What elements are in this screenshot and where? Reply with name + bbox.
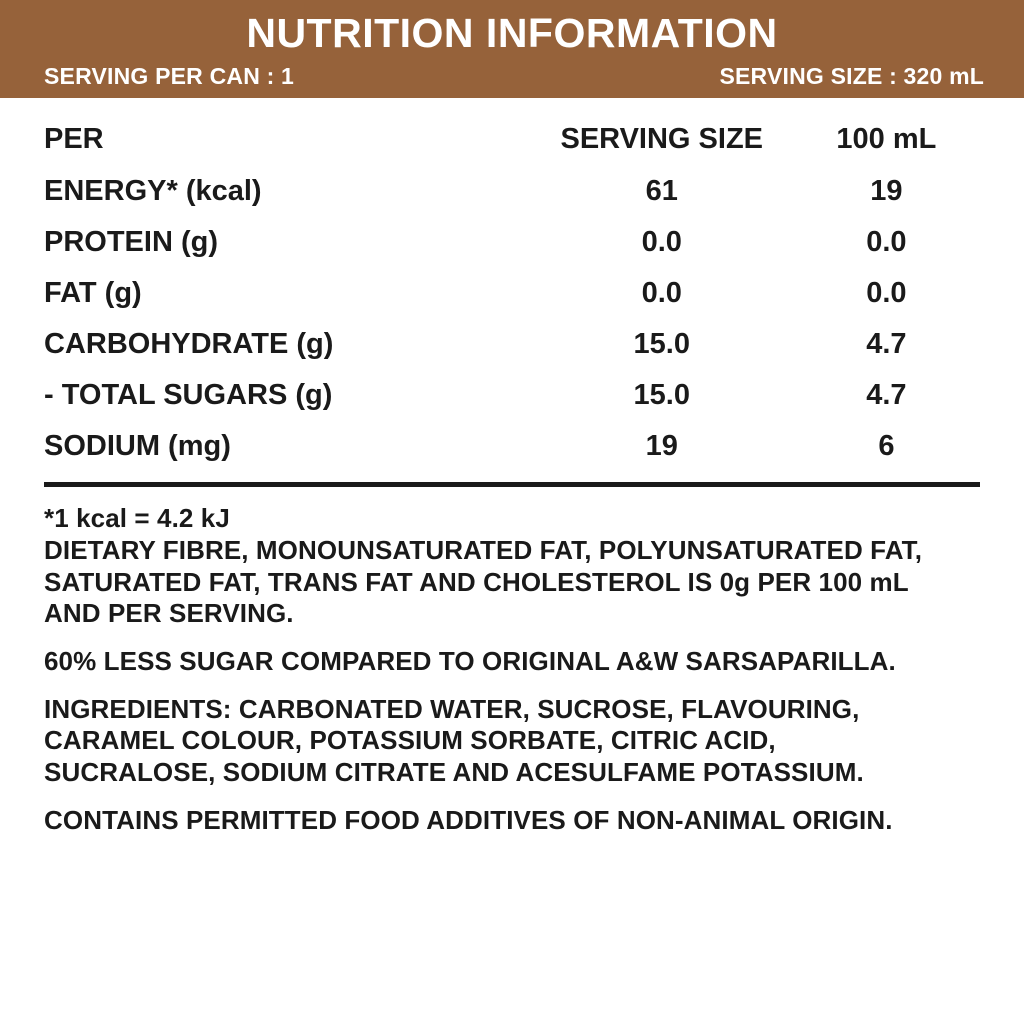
nutrient-name: ENERGY* (kcal) bbox=[44, 175, 262, 208]
header-serving-row bbox=[0, 63, 1024, 98]
table-row bbox=[44, 268, 980, 319]
nutrient-100ml-value: 4.7 bbox=[866, 379, 907, 412]
ingredients-line-3: SUCRALOSE, SODIUM CITRATE AND ACESULFAME POTASSIUM. bbox=[44, 757, 864, 788]
note-ingredients bbox=[44, 694, 980, 789]
column-header-per: PER bbox=[44, 123, 104, 156]
table-row bbox=[44, 319, 980, 370]
note-kcal-conversion: *1 kcal = 4.2 kJ bbox=[44, 503, 230, 534]
ingredients-line-2: CARAMEL COLOUR, POTASSIUM SORBATE, CITRIC ACID, bbox=[44, 725, 776, 756]
nutrient-serving-value: 15.0 bbox=[633, 328, 690, 361]
nutrient-name: SODIUM (mg) bbox=[44, 430, 231, 463]
ingredients-line-1: INGREDIENTS: CARBONATED WATER, SUCROSE, FLAVOURING, bbox=[44, 693, 860, 724]
nutrient-name: CARBOHYDRATE (g) bbox=[44, 328, 334, 361]
note-zero-line-1: DIETARY FIBRE, MONOUNSATURATED FAT, POLYUNSATURATED FAT, bbox=[44, 534, 923, 565]
note-zero-line-2: SATURATED FAT, TRANS FAT AND CHOLESTEROL IS 0g PER 100 mL bbox=[44, 566, 909, 597]
note-additives: CONTAINS PERMITTED FOOD ADDITIVES OF NON-ANIMAL ORIGIN. bbox=[44, 804, 893, 835]
column-header-serving-size: SERVING SIZE bbox=[560, 123, 764, 156]
label-notes bbox=[0, 487, 1024, 836]
nutrient-100ml-value: 0.0 bbox=[866, 226, 907, 259]
nutrient-100ml-value: 6 bbox=[878, 430, 895, 463]
table-header-row bbox=[44, 114, 980, 166]
nutrient-100ml-value: 19 bbox=[870, 175, 903, 208]
table-row bbox=[44, 217, 980, 268]
serving-per-can: SERVING PER CAN : 1 bbox=[44, 63, 295, 90]
column-header-100ml: 100 mL bbox=[836, 123, 937, 156]
nutrient-serving-value: 0.0 bbox=[641, 226, 682, 259]
nutrient-name: - TOTAL SUGARS (g) bbox=[44, 379, 333, 412]
table-row bbox=[44, 166, 980, 217]
table-row bbox=[44, 370, 980, 421]
serving-size: SERVING SIZE : 320 mL bbox=[719, 63, 984, 90]
nutrient-serving-value: 61 bbox=[645, 175, 678, 208]
nutrition-table-wrap bbox=[0, 98, 1024, 487]
nutrition-table bbox=[44, 114, 980, 472]
nutrient-serving-value: 19 bbox=[645, 430, 678, 463]
page-title: NUTRITION INFORMATION bbox=[246, 10, 778, 56]
note-sugar-claim: 60% LESS SUGAR COMPARED TO ORIGINAL A&W SARSAPARILLA. bbox=[44, 646, 896, 677]
nutrient-100ml-value: 4.7 bbox=[866, 328, 907, 361]
label-header bbox=[0, 0, 1024, 98]
table-row bbox=[44, 421, 980, 472]
note-zero-nutrients bbox=[44, 503, 980, 630]
nutrient-name: FAT (g) bbox=[44, 277, 142, 310]
nutrient-100ml-value: 0.0 bbox=[866, 277, 907, 310]
note-zero-line-3: AND PER SERVING. bbox=[44, 598, 294, 629]
nutrient-name: PROTEIN (g) bbox=[44, 226, 218, 259]
nutrient-serving-value: 15.0 bbox=[633, 379, 690, 412]
nutrient-serving-value: 0.0 bbox=[641, 277, 682, 310]
